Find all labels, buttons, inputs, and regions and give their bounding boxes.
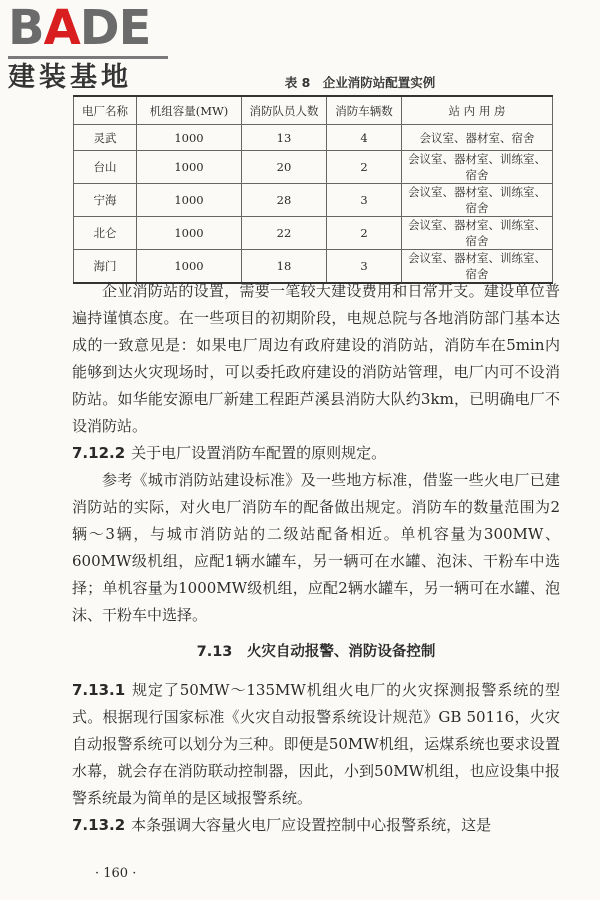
table-cell: 1000 [137, 250, 242, 284]
column-header: 消防队员人数 [242, 96, 327, 125]
text-block-upper [72, 278, 560, 629]
table-cell: 1000 [137, 217, 242, 250]
table-cell: 4 [327, 125, 402, 151]
table-cell: 3 [327, 184, 402, 217]
clause-number: 7.12.2 [72, 444, 126, 462]
clause-text: 关于电厂设置消防车配置的原则规定。 [131, 444, 387, 462]
table-cell: 会议室、器材室、训练室、宿舍 [402, 184, 553, 217]
table-row [74, 217, 553, 250]
clause-text: 规定了50MW～135MW机组火电厂的火灾探测报警系统的型式。根据现行国家标准《火灾自动报警系统设计规范》GB 50116，火灾自动报警系统可以划分为三种。即便是50MW机组，运煤系统也要求设置水幕，就会存在消防联动控制器，因此，小到50MW机组，也应设集中报警系统最为简单的是区域报警系统。 [72, 681, 560, 807]
clause-7-13-1 [72, 677, 560, 812]
table-cell: 28 [242, 184, 327, 217]
clause-7-12-2 [72, 440, 560, 467]
column-header: 电厂名称 [74, 96, 137, 125]
logo-brand-text: BADE [8, 0, 151, 56]
section-title: 7.13 火灾自动报警、消防设备控制 [196, 644, 436, 660]
table-cell: 1000 [137, 151, 242, 184]
table-cell: 18 [242, 250, 327, 284]
logo-divider [8, 56, 168, 59]
table-cell: 2 [327, 217, 402, 250]
table-cell: 会议室、器材室、训练室、宿舍 [402, 217, 553, 250]
table-cell: 1000 [137, 184, 242, 217]
table-cell: 1000 [137, 125, 242, 151]
column-header: 站 内 用 房 [402, 96, 553, 125]
table-cell: 北仑 [74, 217, 137, 250]
clause-text: 本条强调大容量火电厂应设置控制中心报警系统，这是 [131, 816, 492, 834]
paragraph-fire-truck-config: 参考《城市消防站建设标准》及一些地方标准，借鉴一些火电厂已建消防站的实际，对火电厂消防车的配备做出规定。消防车的数量范围为2辆～3辆，与城市消防站的二级站配备相近。单机容量为300MW、600MW级机组，应配1辆水罐车，另一辆可在水罐、泡沫、干粉车中选择；单机容量为1000MW级机组，应配2辆水罐车，另一辆可在水罐、泡沫、干粉车中选择。 [72, 471, 560, 624]
page-number: · 160 · [95, 866, 137, 881]
table-cell: 会议室、器材室、训练室、宿舍 [402, 250, 553, 284]
table-cell: 会议室、器材室、训练室、宿舍 [402, 151, 553, 184]
table-cell: 台山 [74, 151, 137, 184]
table-cell: 宁海 [74, 184, 137, 217]
text-block-lower [72, 677, 560, 839]
logo-brand [8, 0, 178, 56]
table-cell: 2 [327, 151, 402, 184]
clause-7-13-2 [72, 812, 560, 839]
table-caption: 表 8 企业消防站配置实例 [284, 75, 436, 90]
logo-subtitle: 建装基地 [8, 62, 132, 93]
table-cell: 22 [242, 217, 327, 250]
column-header: 消防车辆数 [327, 96, 402, 125]
table-row [74, 151, 553, 184]
clause-number: 7.13.2 [72, 816, 126, 834]
table-cell: 20 [242, 151, 327, 184]
paragraph-fire-station-setup: 企业消防站的设置，需要一笔较大建设费用和日常开支。建设单位普遍持谨慎态度。在一些项目的初期阶段，电规总院与各地消防部门基本达成的一致意见是：如果电厂周边有政府建设的消防站，消防车在5min内能够到达火灾现场时，可以委托政府建设的消防站管理，电厂内可不设消防站。如华能安源电厂新建工程距芦溪县消防大队约3km，已明确电厂不设消防站。 [72, 282, 560, 435]
table-cell: 13 [242, 125, 327, 151]
table-cell: 3 [327, 250, 402, 284]
table-cell: 会议室、器材室、宿舍 [402, 125, 553, 151]
clause-number: 7.13.1 [72, 681, 126, 699]
table-cell: 灵武 [74, 125, 137, 151]
column-header: 机组容量(MW) [137, 96, 242, 125]
table-row [74, 184, 553, 217]
table-cell: 海门 [74, 250, 137, 284]
table-header-row [74, 96, 553, 125]
table-row [74, 125, 553, 151]
fire-station-table [73, 95, 553, 284]
